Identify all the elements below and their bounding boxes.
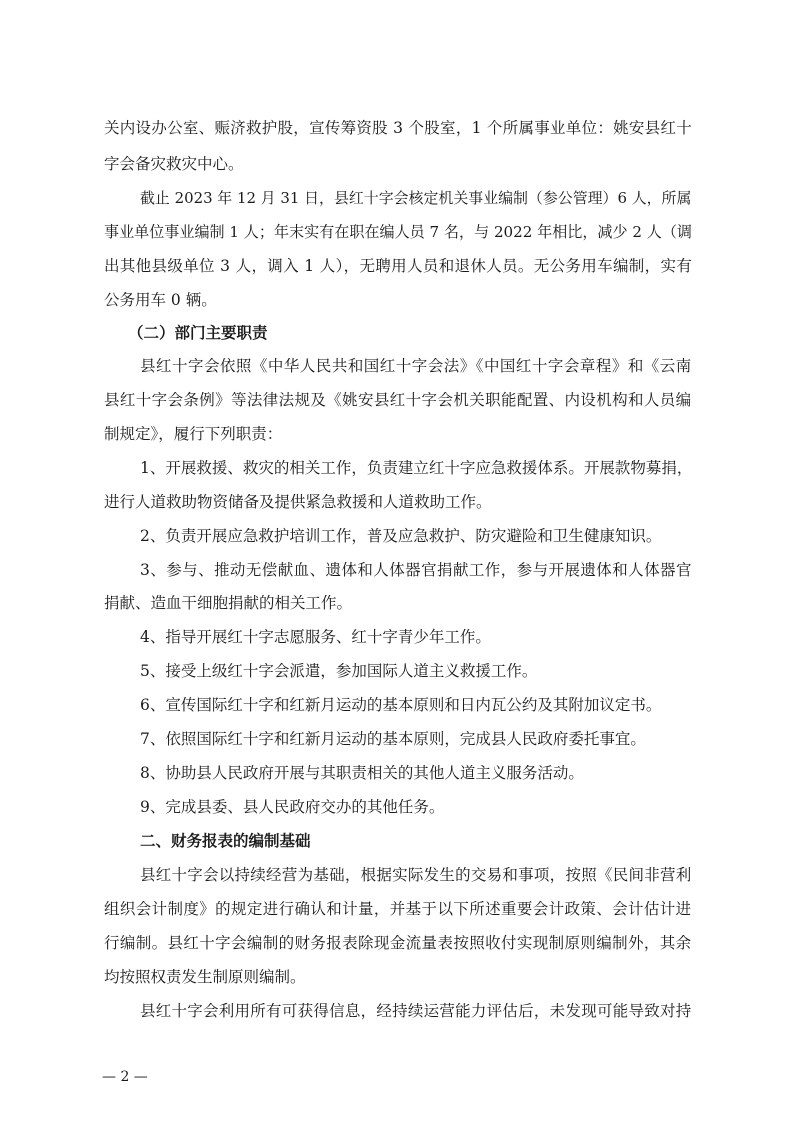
section-heading: 二、财务报表的编制基础 [140, 831, 311, 850]
list-item: 7、依照国际红十字和红新月运动的基本原则，完成县人民政府委托事宜。 [140, 730, 646, 748]
list-item: 3、参与、推动无偿献血、遗体和人体器官捐献工作，参与开展遗体和人体器官 [140, 561, 692, 579]
text-line: 出其他县级单位 3 人，调入 1 人），无聘用人员和退休人员。无公务用车编制，实有 [104, 257, 693, 275]
text-line: 截止 2023 年 12 月 31 日，县红十字会核定机关事业编制（参公管理）6 人，所属 [140, 189, 692, 207]
list-item: 4、指导开展红十字志愿服务、红十字青少年工作。 [140, 628, 491, 646]
text-line: 组织会计制度》的规定进行确认和计量，并基于以下所述重要会计政策、会计估计进 [104, 900, 692, 918]
list-item: 5、接受上级红十字会派遣，参加国际人道主义救援工作。 [140, 662, 538, 680]
text-line: 制规定》，履行下列职责： [104, 425, 283, 443]
text-line: 关内设办公室、赈济救护股，宣传筹资股 3 个股室，1 个所属事业单位：姚安县红十 [104, 119, 693, 137]
page-number: — 2 — [102, 1069, 148, 1085]
list-item: 8、协助县人民政府开展与其职责相关的其他人道主义服务活动。 [140, 764, 584, 782]
text-line: 县红十字会利用所有可获得信息，经持续运营能力评估后，未发现可能导致对持 [140, 1002, 692, 1020]
text-line: 行编制。县红十字会编制的财务报表除现金流量表按照收付实现制原则编制外，其余 [104, 934, 692, 952]
text-line: 均按照权责发生制原则编制。 [104, 968, 306, 986]
text-line: 县红十字会条例》等法律法规及《姚安县红十字会机关职能配置、内设机构和人员编 [104, 391, 692, 409]
text-line: 字会备灾救灾中心。 [104, 155, 244, 173]
list-item: 2、负责开展应急救护培训工作，普及应急救护、防灾避险和卫生健康知识。 [140, 527, 662, 545]
text-line: 进行人道救助物资储备及提供紧急救援和人道救助工作。 [104, 493, 492, 511]
list-item: 6、宣传国际红十字和红新月运动的基本原则和日内瓦公约及其附加议定书。 [140, 696, 662, 714]
text-line: 公务用车 0 辆。 [104, 291, 217, 309]
section-heading: （二）部门主要职责 [128, 323, 268, 342]
text-line: 县红十字会以持续经营为基础，根据实际发生的交易和事项，按照《民间非营利 [140, 866, 692, 884]
text-line: 捐献、造血干细胞捐献的相关工作。 [104, 594, 353, 612]
list-item: 9、完成县委、县人民政府交办的其他任务。 [140, 798, 445, 816]
text-line: 县红十字会依照《中华人民共和国红十字会法》《中国红十字会章程》和《云南 [140, 357, 692, 375]
list-item: 1、开展救援、救灾的相关工作，负责建立红十字应急救援体系。开展款物募捐， [140, 459, 693, 477]
text-line: 事业单位事业编制 1 人；年末实有在职在编人员 7 名，与 2022 年相比，减少 2 人（调 [104, 223, 692, 241]
